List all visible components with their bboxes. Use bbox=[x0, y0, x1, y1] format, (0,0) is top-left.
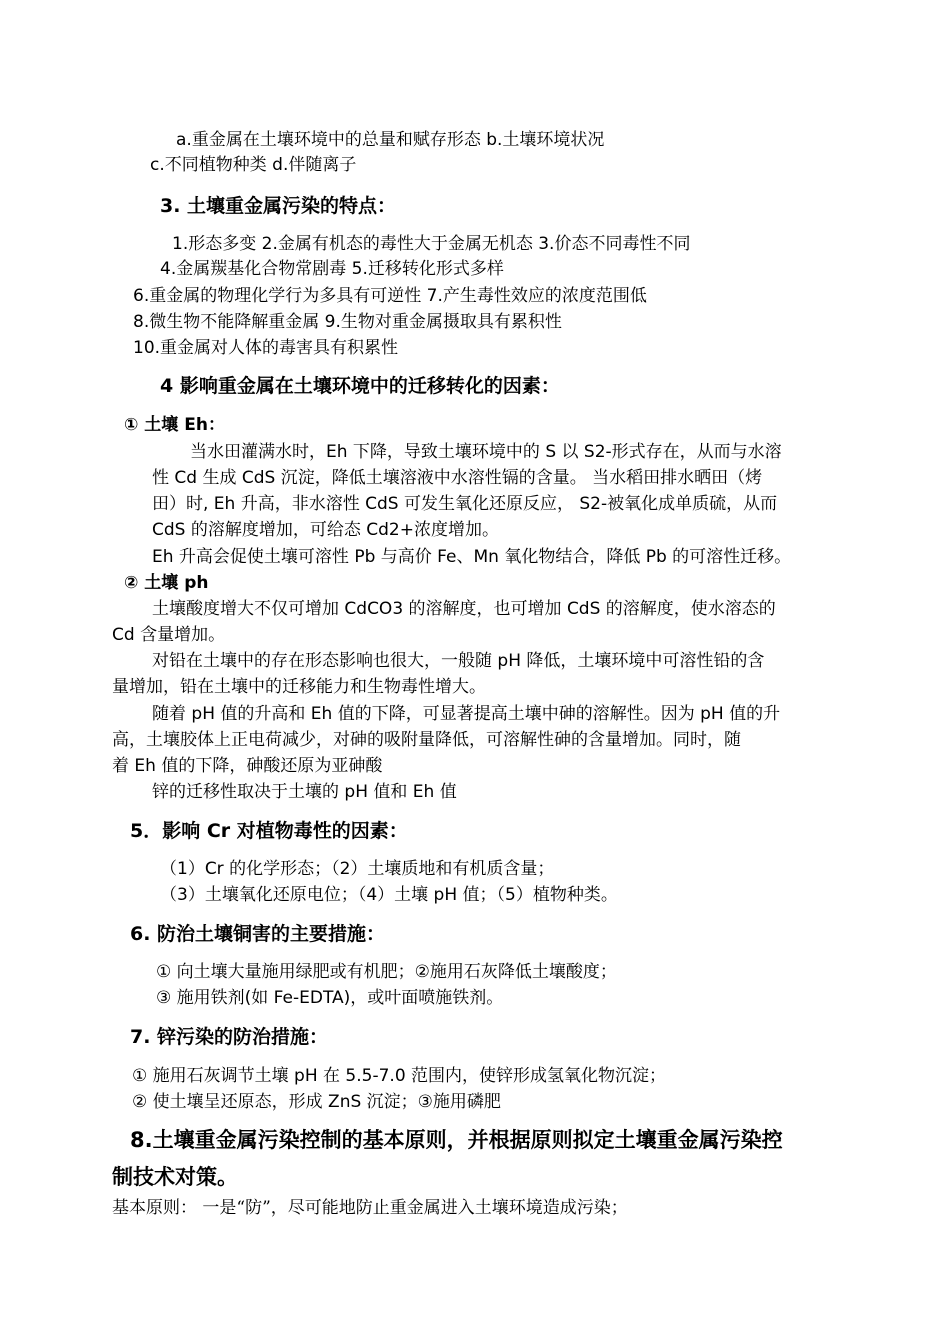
s5-line-2: （3）土壤氧化还原电位；（4）土壤 pH 值；（5）植物种类。 bbox=[160, 885, 618, 905]
s7-line-1: ① 施用石灰调节土壤 pH 在 5.5-7.0 范围内，使锌形成氢氧化物沉淀； bbox=[132, 1066, 667, 1086]
section-8-heading-line-2: 制技术对策。 bbox=[112, 1165, 238, 1189]
section-4-heading: 4 影响重金属在土壤环境中的迁移转化的因素： bbox=[160, 375, 560, 397]
s3-line-4: 8.微生物不能降解重金属 9.生物对重金属摄取具有累积性 bbox=[133, 312, 562, 332]
ph-line-4: 量增加，铅在土壤中的迁移能力和生物毒性增大。 bbox=[112, 677, 486, 697]
ph-line-8: 锌的迁移性取决于土壤的 pH 值和 Eh 值 bbox=[152, 782, 457, 802]
ph-line-7: 着 Eh 值的下降，砷酸还原为亚砷酸 bbox=[112, 756, 383, 776]
section-8-heading-line-1: 8.土壤重金属污染控制的基本原则，并根据原则拟定土壤重金属污染控 bbox=[130, 1128, 783, 1152]
section-3-heading: 3. 土壤重金属污染的特点： bbox=[160, 195, 397, 217]
s3-line-5: 10.重金属对人体的毒害具有积累性 bbox=[133, 338, 399, 358]
s8-principle-line: 基本原则： 一是“防”，尽可能地防止重金属进入土壤环境造成污染； bbox=[112, 1198, 628, 1218]
eh-line-1: 当水田灌满水时，Eh 下降，导致土壤环境中的 S 以 S2-形式存在，从而与水溶 bbox=[190, 442, 782, 462]
section-7-heading: 7. 锌污染的防治措施： bbox=[130, 1026, 329, 1048]
ph-line-1: 土壤酸度增大不仅可增加 CdCO3 的溶解度，也可增加 CdS 的溶解度，使水溶态的 bbox=[152, 599, 776, 619]
ph-line-5: 随着 pH 值的升高和 Eh 值的下降，可显著提高土壤中砷的溶解性。因为 pH 值的升 bbox=[152, 704, 781, 724]
intro-line-2: c.不同植物种类 d.伴随离子 bbox=[150, 155, 357, 175]
eh-subheading: ① 土壤 Eh： bbox=[124, 415, 225, 435]
s3-line-1: 1.形态多变 2.金属有机态的毒性大于金属无机态 3.价态不同毒性不同 bbox=[172, 234, 691, 254]
section-6-heading: 6. 防治土壤铜害的主要措施： bbox=[130, 923, 386, 945]
ph-line-6: 高，土壤胶体上正电荷减少，对砷的吸附量降低，可溶解性砷的含量增加。同时，随 bbox=[112, 730, 741, 750]
intro-line-1: a.重金属在土壤环境中的总量和赋存形态 b.土壤环境状况 bbox=[176, 130, 605, 150]
eh-line-5: Eh 升高会促使土壤可溶性 Pb 与高价 Fe、Mn 氧化物结合，降低 Pb 的可溶性迁移。 bbox=[152, 547, 792, 567]
ph-line-3: 对铅在土壤中的存在形态影响也很大，一般随 pH 降低，土壤环境中可溶性铅的含 bbox=[152, 651, 765, 671]
eh-line-4: CdS 的溶解度增加，可给态 Cd2+浓度增加。 bbox=[152, 520, 499, 540]
s7-line-2: ② 使土壤呈还原态，形成 ZnS 沉淀；③施用磷肥 bbox=[132, 1092, 501, 1112]
ph-subheading: ② 土壤 ph bbox=[124, 573, 209, 593]
s3-line-2: 4.金属羰基化合物常剧毒 5.迁移转化形式多样 bbox=[160, 259, 504, 279]
ph-line-2: Cd 含量增加。 bbox=[112, 625, 226, 645]
s5-line-1: （1）Cr 的化学形态；（2）土壤质地和有机质含量； bbox=[160, 859, 555, 879]
eh-line-2: 性 Cd 生成 CdS 沉淀，降低土壤溶液中水溶性镉的含量。 当水稻田排水晒田（烤 bbox=[152, 468, 763, 488]
s6-line-2: ③ 施用铁剂(如 Fe-EDTA)，或叶面喷施铁剂。 bbox=[156, 988, 504, 1008]
section-5-heading: 5．影响 Cr 对植物毒性的因素： bbox=[130, 820, 408, 842]
s6-line-1: ① 向土壤大量施用绿肥或有机肥；②施用石灰降低土壤酸度； bbox=[156, 962, 617, 982]
s3-line-3: 6.重金属的物理化学行为多具有可逆性 7.产生毒性效应的浓度范围低 bbox=[133, 286, 647, 306]
eh-line-3: 田）时, Eh 升高，非水溶性 CdS 可发生氧化还原反应， S2-被氧化成单质硫，从而 bbox=[152, 494, 778, 514]
